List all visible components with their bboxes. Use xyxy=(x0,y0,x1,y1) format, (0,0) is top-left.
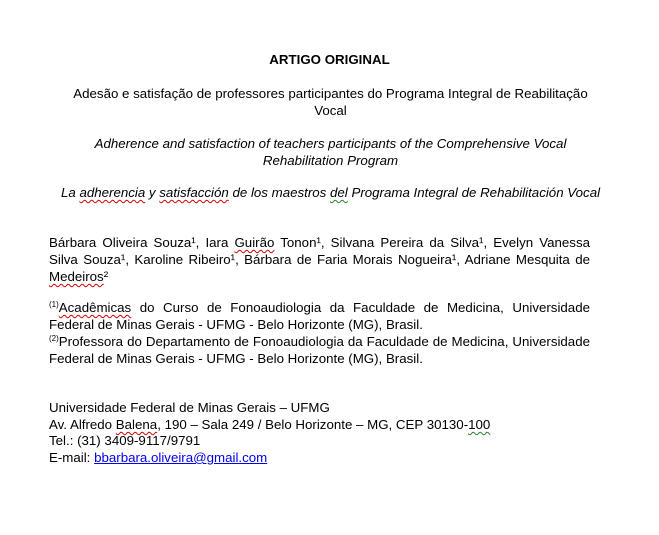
affiliation-marker: (2) xyxy=(49,334,59,343)
title-spanish xyxy=(60,184,601,201)
title-spanish-text: Programa Integral de Rehabilitación Vocal xyxy=(347,185,601,200)
affiliation-2 xyxy=(49,333,590,367)
grammar-flagged-word: del xyxy=(330,185,348,200)
affiliation-text: do Curso de Fonoaudiologia da Faculdade de Medicina, Universidade Federal de Minas Gerais - UFMG - Belo Horizonte (MG), Brasil. xyxy=(49,300,590,332)
address-text: , 190 – Sala 249 / Belo Horizonte – MG, CEP 30130- xyxy=(157,417,469,432)
author-text: Bárbara Oliveira Souza¹, Iara xyxy=(49,235,235,250)
spelling-flagged-word: Medeiros xyxy=(49,269,104,284)
spelling-flagged-word: Guirão xyxy=(234,235,275,250)
email-label: E-mail: xyxy=(49,450,95,465)
contact-address xyxy=(49,416,609,433)
contact-institution: Universidade Federal de Minas Gerais – UFMG xyxy=(49,400,330,415)
spelling-flagged-word: adherencia xyxy=(79,185,146,200)
affiliation-1 xyxy=(49,299,590,333)
spelling-flagged-word: Balena xyxy=(115,417,158,432)
title-english: Adherence and satisfaction of teachers participants of the Comprehensive Vocal Rehabilitation Program xyxy=(94,136,567,168)
author-list xyxy=(49,234,590,285)
title-portuguese: Adesão e satisfação de professores participantes do Programa Integral de Reabilitação Vocal xyxy=(73,86,588,118)
address-text: Av. Alfredo xyxy=(49,417,116,432)
title-spanish-text: La xyxy=(60,185,80,200)
affiliation-marker: (1) xyxy=(49,300,59,309)
author-text: ² xyxy=(103,269,109,284)
contact-email xyxy=(49,449,609,466)
email-link[interactable]: bbarbara.oliveira@gmail.com xyxy=(94,450,268,465)
grammar-flagged-word: 100 xyxy=(468,417,491,432)
affiliation-text: Professora do Departamento de Fonoaudiologia da Faculdade de Medicina, Universidade Federal de Minas Gerais - UFMG - Belo Horizonte (MG), Brasil. xyxy=(49,334,590,366)
contact-phone: Tel.: (31) 3409-9117/9791 xyxy=(49,433,201,448)
spelling-flagged-word: satisfacción xyxy=(159,185,229,200)
title-spanish-text: y xyxy=(145,185,160,200)
section-heading: ARTIGO ORIGINAL xyxy=(269,52,390,67)
title-spanish-text: de los maestros xyxy=(228,185,331,200)
spelling-flagged-word: Acadêmicas xyxy=(58,300,132,315)
author-text: Tonon¹, Silvana Pereira da Silva¹, Evelyn Vanessa Silva Souza¹, Karoline Ribeiro¹, Bárbara de Faria Morais Nogueira¹, Adriane Mesquita de xyxy=(49,235,590,267)
